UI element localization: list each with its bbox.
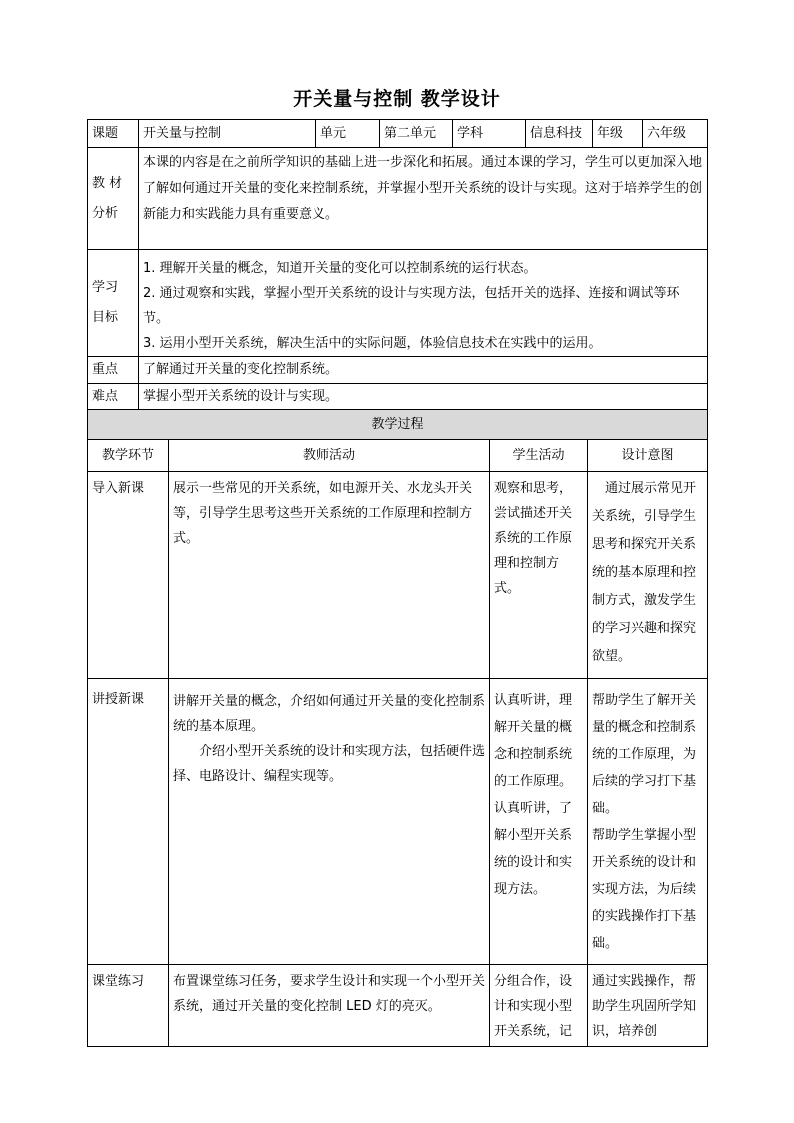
difficulty-label: 难点: [88, 384, 139, 411]
analysis-label: 教 材 分析: [88, 148, 139, 250]
student-activity-cell: [490, 679, 588, 965]
column-header-intent: 设计意图: [588, 440, 708, 472]
grade-label: 年级: [593, 120, 643, 148]
intent-cell: 通过实践操作，帮助学生巩固所学知识，培养创: [588, 965, 708, 1047]
table-row: [88, 679, 708, 965]
grade-value: 六年级: [643, 120, 708, 148]
intent-paragraph: 帮助学生了解开关量的概念和控制系统的工作原理，为后续的学习打下基础。: [592, 693, 697, 816]
column-header-teacher: 教师活动: [169, 440, 490, 472]
stage-cell: 讲授新课: [88, 679, 169, 965]
teacher-activity-paragraph: 讲解开关量的概念，介绍如何通过开关量的变化控制系统的基本原理。: [173, 694, 486, 734]
unit-value: 第二单元: [380, 120, 453, 148]
topic-value: 开关量与控制: [139, 120, 316, 148]
table-row: [88, 965, 708, 1047]
column-header-student: 学生活动: [490, 440, 588, 472]
stage-cell: 导入新课: [88, 472, 169, 679]
objective-item: 2. 通过观察和实践，掌握小型开关系统的设计与实现方法，包括开关的选择、连接和调试等环节。: [143, 286, 680, 326]
objective-item: 3. 运用小型开关系统，解决生活中的实际问题，体验信息技术在实践中的运用。: [143, 336, 602, 351]
subject-label: 学科: [453, 120, 526, 148]
table-row: [88, 472, 708, 679]
objectives-label: 学习 目标: [88, 250, 139, 357]
teacher-activity-paragraph: 介绍小型开关系统的设计和实现方法，包括硬件选择、电路设计、编程实现等。: [173, 744, 486, 784]
student-activity-cell: 观察和思考，尝试描述开关系统的工作原理和控制方式。: [490, 472, 588, 679]
objectives-list: [139, 250, 708, 357]
objective-item: 1. 理解开关量的概念，知道开关量的变化可以控制系统的运行状态。: [143, 261, 537, 276]
student-activity-paragraph: 认真听讲，了解小型开关系统的设计和实现方法。: [494, 801, 573, 897]
process-table: [87, 409, 708, 1047]
analysis-text: 本课的内容是在之前所学知识的基础上进一步深化和拓展。通过本课的学习，学生可以更加深入地了解如何通过开关量的变化来控制系统，并掌握小型开关系统的设计与实现。这对于培养学生的创新能力和实践能力具有重要意义。: [139, 148, 708, 250]
key-point-label: 重点: [88, 357, 139, 384]
column-header-stage: 教学环节: [88, 440, 169, 472]
page-title: 开关量与控制 教学设计: [293, 88, 501, 110]
process-heading: 教学过程: [88, 410, 708, 440]
subject-value: 信息科技: [526, 120, 593, 148]
student-activity-cell: 分组合作，设计和实现小型开关系统，记: [490, 965, 588, 1047]
teacher-activity-cell: [169, 679, 490, 965]
teacher-activity-cell: 展示一些常见的开关系统，如电源开关、水龙头开关等，引导学生思考这些开关系统的工作原理和控制方式。: [169, 472, 490, 679]
intent-paragraph: 帮助学生掌握小型开关系统的设计和实现方法，为后续的实践操作打下基础。: [592, 828, 697, 951]
intent-cell: 通过展示常见开关系统，引导学生思考和探究开关系统的基本原理和控制方式，激发学生的学习兴趣和探究欲望。: [588, 472, 708, 679]
teacher-activity-cell: 布置课堂练习任务，要求学生设计和实现一个小型开关系统，通过开关量的变化控制 LED 灯的亮灭。: [169, 965, 490, 1047]
difficulty-text: 掌握小型开关系统的设计与实现。: [139, 384, 708, 411]
key-point-text: 了解通过开关量的变化控制系统。: [139, 357, 708, 384]
intent-cell: [588, 679, 708, 965]
info-table: [87, 119, 708, 411]
unit-label: 单元: [316, 120, 380, 148]
stage-cell: 课堂练习: [88, 965, 169, 1047]
topic-label: 课题: [88, 120, 139, 148]
student-activity-paragraph: 认真听讲，理解开关量的概念和控制系统的工作原理。: [494, 693, 573, 789]
